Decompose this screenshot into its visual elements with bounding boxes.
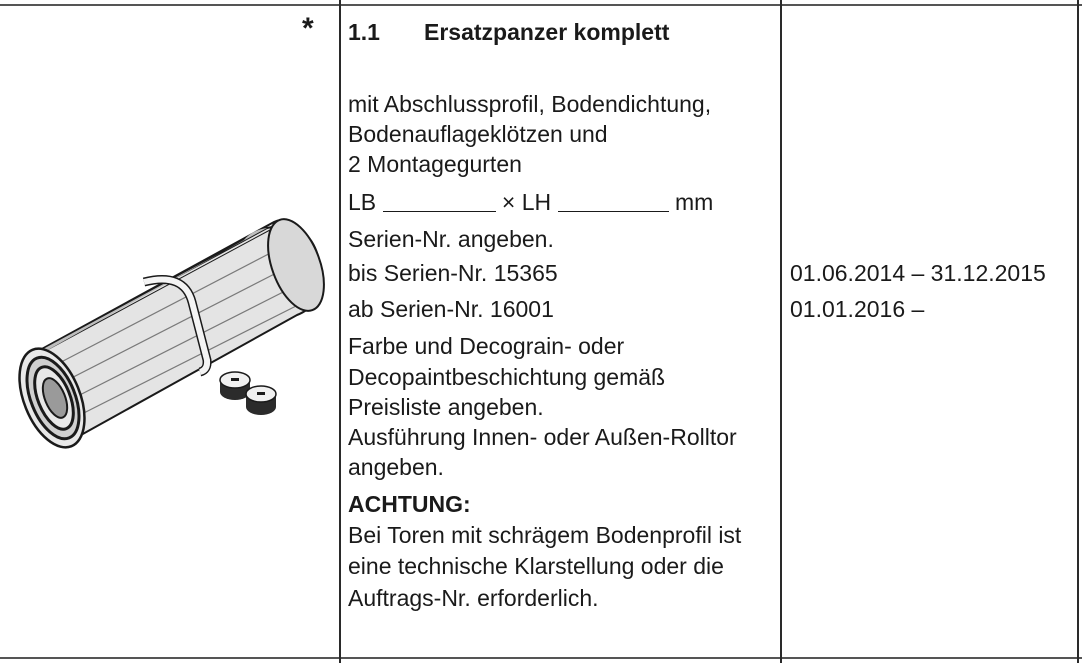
unit-mm: mm bbox=[674, 189, 714, 215]
serial-note: Serien-Nr. angeben. bbox=[348, 226, 554, 252]
color-line-1: Farbe und Decograin- oder bbox=[348, 333, 625, 359]
column-divider-text bbox=[780, 0, 782, 663]
date-range-2: 01.01.2016 – bbox=[790, 296, 925, 322]
floor-support-block-1 bbox=[220, 372, 250, 400]
description-line-2: Bodenauflageklötzen und bbox=[348, 121, 608, 147]
table-bottom-border bbox=[0, 657, 1082, 659]
floor-support-block-2 bbox=[246, 386, 276, 415]
date-range-1: 01.06.2014 – 31.12.2015 bbox=[790, 260, 1046, 286]
lb-label: LB bbox=[348, 189, 377, 215]
execution-line-1: Ausführung Innen- oder Außen-Rolltor bbox=[348, 424, 737, 450]
serial-from: ab Serien-Nr. 16001 bbox=[348, 296, 554, 322]
lh-blank bbox=[558, 191, 669, 212]
item-title: Ersatzpanzer komplett bbox=[424, 19, 670, 45]
warning-line-3: Auftrags-Nr. erforderlich. bbox=[348, 585, 599, 611]
lb-blank bbox=[383, 191, 496, 212]
color-line-2: Decopaintbeschichtung gemäß bbox=[348, 364, 666, 390]
table-right-border bbox=[1077, 0, 1079, 663]
item-number: 1.1 bbox=[348, 19, 380, 45]
column-divider-image bbox=[339, 0, 341, 663]
description-line-1: mit Abschlussprofil, Bodendichtung, bbox=[348, 91, 712, 117]
roller-shutter-curtain-image bbox=[12, 210, 327, 455]
times-sign: × bbox=[501, 189, 516, 215]
warning-heading: ACHTUNG: bbox=[348, 491, 471, 517]
execution-line-2: angeben. bbox=[348, 454, 444, 480]
description-line-3: 2 Montagegurten bbox=[348, 151, 522, 177]
lh-label: LH bbox=[521, 189, 552, 215]
color-line-3: Preisliste angeben. bbox=[348, 394, 544, 420]
dimensions-line bbox=[348, 187, 713, 217]
warning-line-1: Bei Toren mit schrägem Bodenprofil ist bbox=[348, 522, 742, 548]
warning-line-2: eine technische Klarstellung oder die bbox=[348, 553, 724, 579]
serial-until: bis Serien-Nr. 15365 bbox=[348, 260, 558, 286]
asterisk-marker: * bbox=[302, 12, 314, 45]
table-top-border bbox=[0, 4, 1082, 6]
